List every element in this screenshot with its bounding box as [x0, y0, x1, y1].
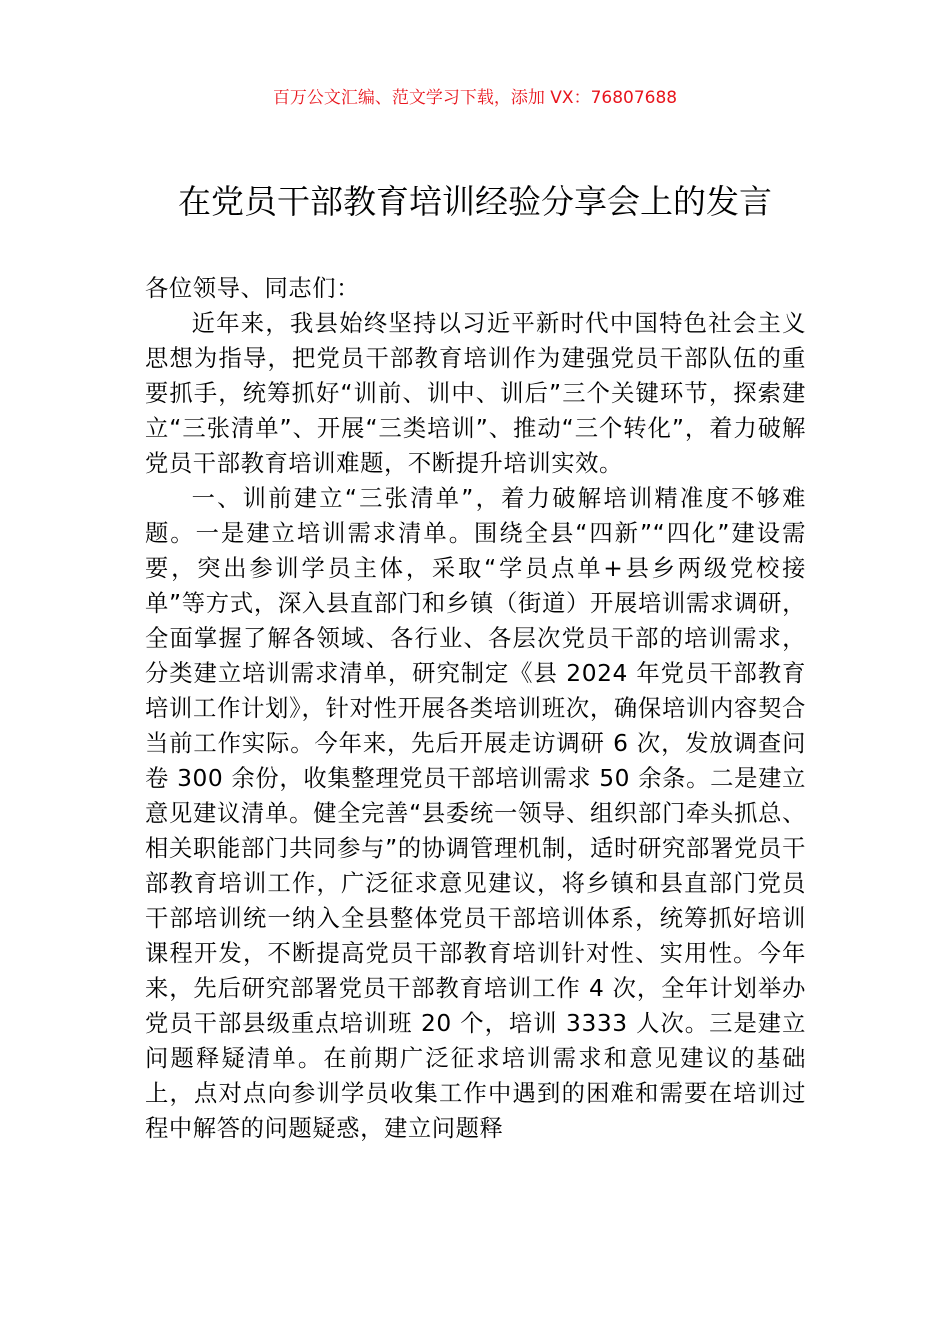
document-title: 在党员干部教育培训经验分享会上的发言 [178, 182, 772, 221]
header-contact-note: 百万公文汇编、范文学习下载，添加 VX：76807688 [272, 88, 678, 108]
paragraph-intro: 近年来，我县始终坚持以习近平新时代中国特色社会主义思想为指导，把党员干部教育培训作为建强党员干部队伍的重要抓手，统筹抓好“训前、训中、训后”三个关键环节，探索建立“三张清单”、开展“三类培训”、推动“三个转化”，着力破解党员干部教育培训难题，不断提升培训实效。 [145, 310, 806, 477]
document-body [145, 271, 806, 1146]
salutation: 各位领导、同志们： [145, 275, 361, 302]
paragraph-section-one: 一、训前建立“三张清单”，着力破解培训精准度不够难题。一是建立培训需求清单。围绕全县“四新”“四化”建设需要，突出参训学员主体，采取“学员点单+县乡两级党校接单”等方式，深入县直部门和乡镇（街道）开展培训需求调研，全面掌握了解各领域、各行业、各层次党员干部的培训需求，分类建立培训需求清单，研究制定《县 2024 年党员干部教育培训工作计划》，针对性开展各类培训班次，确保培训内容契合当前工作实际。今年来，先后开展走访调研 6 次，发放调查问卷 300 余份，收集整理党员干部培训需求 50 余条。二是建立意见建议清单。健全完善“县委统一领导、组织部门牵头抓总、相关职能部门共同参与”的协调管理机制，适时研究部署党员干部教育培训工作，广泛征求意见建议，将乡镇和县直部门党员干部培训统一纳入全县整体党员干部培训体系，统筹抓好培训课程开发，不断提高党员干部教育培训针对性、实用性。今年来，先后研究部署党员干部教育培训工作 4 次，全年计划举办党员干部县级重点培训班 20 个，培训 3333 人次。三是建立问题释疑清单。在前期广泛征求培训需求和意见建议的基础上，点对点向参训学员收集工作中遇到的困难和需要在培训过程中解答的问题疑惑，建立问题释 [145, 485, 806, 1142]
